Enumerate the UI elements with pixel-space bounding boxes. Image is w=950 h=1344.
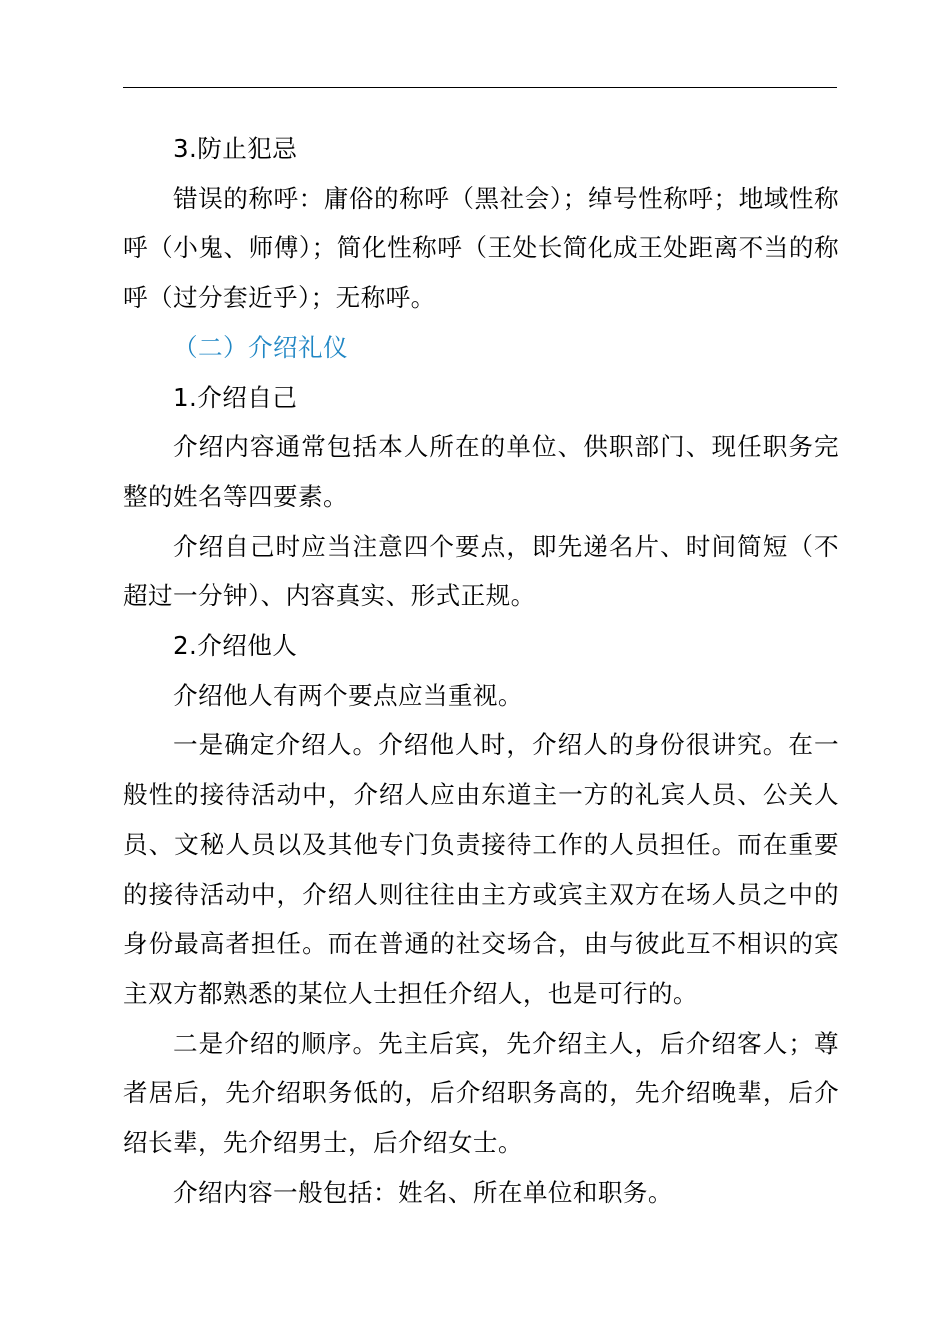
paragraph-introduction-order: 二是介绍的顺序。先主后宾，先介绍主人，后介绍客人；尊者居后，先介绍职务低的，后介绍职务高的，先介绍晚辈，后介绍长辈，先介绍男士，后介绍女士。 [123, 1028, 839, 1158]
paragraph-two-key-points: 介绍他人有两个要点应当重视。 [173, 680, 523, 710]
subheading-introduce-others: 2.介绍他人 [173, 631, 298, 661]
paragraph-introduction-content-general: 介绍内容一般包括：姓名、所在单位和职务。 [173, 1177, 673, 1207]
paragraph-self-introduction-points: 介绍自己时应当注意四个要点，即先递名片、时间简短（不超过一分钟）、内容真实、形式正规。 [123, 531, 839, 611]
subheading-introduce-yourself: 1.介绍自己 [173, 382, 298, 412]
section-heading-introduction-etiquette: （二）介绍礼仪 [173, 332, 348, 362]
paragraph-wrong-forms-of-address: 错误的称呼：庸俗的称呼（黑社会）；绰号性称呼；地域性称呼（小鬼、师傅）；简化性称呼（王处长简化成王处距离不当的称呼（过分套近乎）；无称呼。 [123, 183, 839, 313]
paragraph-self-introduction-content: 介绍内容通常包括本人所在的单位、供职部门、现任职务完整的姓名等四要素。 [123, 432, 839, 511]
document-body [123, 124, 839, 1217]
paragraph-determine-introducer: 一是确定介绍人。介绍他人时，介绍人的身份很讲究。在一般性的接待活动中，介绍人应由东道主一方的礼宾人员、公关人员、文秘人员以及其他专门负责接待工作的人员担任。而在重要的接待活动中，介绍人则往往由主方或宾主双方在场人员之中的身份最高者担任。而在普通的社交场合，由与彼此互不相识的宾主双方都熟悉的某位人士担任介绍人，也是可行的。 [123, 730, 839, 1008]
header-divider [123, 87, 837, 88]
subheading-avoid-taboos: 3.防止犯忌 [173, 134, 298, 163]
